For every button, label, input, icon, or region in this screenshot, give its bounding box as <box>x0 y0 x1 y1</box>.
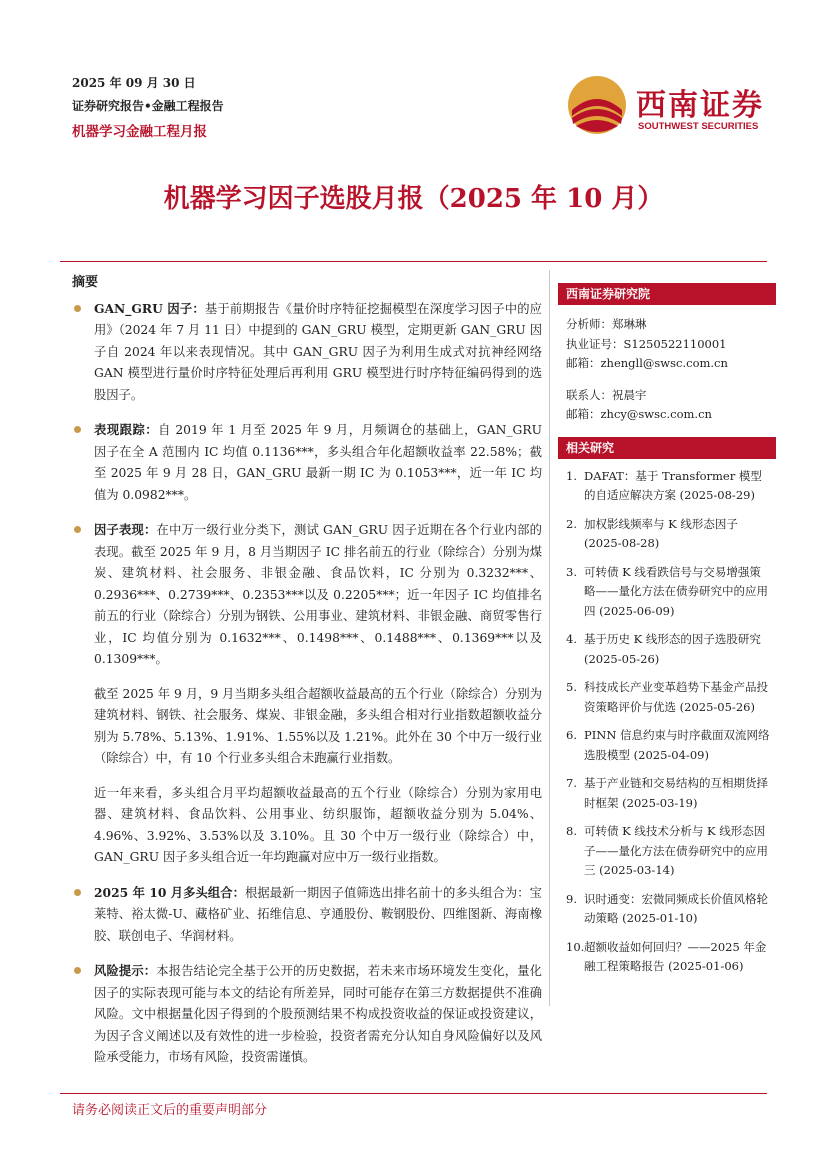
related-item-title: 科技成长产业变革趋势下基金产品投资策略评价与优选 (2025-05-26) <box>584 680 768 714</box>
related-item-title: 基于产业链和交易结构的互相期货择时框架 (2025-03-19) <box>584 776 768 810</box>
related-item[interactable] <box>566 515 770 554</box>
summary-item-key: GAN_GRU 因子： <box>94 300 205 316</box>
related-item[interactable] <box>566 890 770 929</box>
related-item-title: 识时通变：宏微同频成长价值风格轮动策略 (2025-01-10) <box>584 891 768 925</box>
summary-item-text: 本报告结论完全基于公开的历史数据，若未来市场环境发生变化，量化因子的实际表现可能与本文的结论有所差异，同时可能存在第三方数据提供不准确风险。文中根据量化因子得到的个股预测结果不构成投资收益的保证或投资建议，为因子含义阐述以及有效性的进一步检验，投资者需充分认知自身风险偏好以及风险承受能力，市场有风险，投资需谨慎。 <box>94 964 542 1064</box>
related-item-number: 1. <box>566 468 577 483</box>
summary-item-text: 根据最新一期因子值筛选出排名前十的多头组合为：宝莱特、裕太微-U、藏格矿业、拓维信息、亨通股份、鞍钢股份、四维图新、海南橡胶、联创电子、华润材料。 <box>94 885 542 943</box>
related-item-number: 8. <box>566 824 577 838</box>
related-item[interactable] <box>566 822 770 881</box>
summary-item-key: 表现跟踪： <box>94 422 159 437</box>
related-item-number: 3. <box>566 564 577 579</box>
related-item-number: 5. <box>566 680 577 694</box>
logo-text-en: SOUTHWEST SECURITIES <box>638 121 759 132</box>
report-type: 证券研究报告•金融工程报告 <box>72 99 224 113</box>
summary-section <box>72 272 542 1082</box>
related-item-title: 基于历史 K 线形态的因子选股研究 (2025-05-26) <box>584 632 761 666</box>
related-item[interactable] <box>566 678 770 717</box>
report-series: 机器学习金融工程月报 <box>72 124 207 140</box>
analyst-email[interactable]: 邮箱：zhengll@swsc.com.cn <box>566 356 728 370</box>
related-item-title: 加权影线频率与 K 线形态因子 (2025-08-28) <box>584 516 738 550</box>
sidebar <box>558 283 776 986</box>
related-item[interactable] <box>566 774 770 813</box>
related-item-title: 可转债 K 线看跌信号与交易增强策略——量化方法在债券研究中的应用四 (2025-06-09) <box>584 564 768 618</box>
related-list <box>558 459 776 977</box>
column-divider <box>549 270 550 1006</box>
company-logo <box>566 72 776 142</box>
related-item-number: 10. <box>566 939 585 954</box>
related-item-title: 可转债 K 线技术分析与 K 线形态因子——量化方法在债券研究中的应用三 (2025-03-14) <box>584 824 768 877</box>
summary-item-key: 因子表现： <box>94 522 157 537</box>
summary-paragraph-excess-return: 截至 2025 年 9 月，9 月当期多头组合超额收益最高的五个行业（除综合）分别为建筑材料、钢铁、社会服务、煤炭、非银金融，多头组合相对行业指数超额收益分别为 5.78%、5.13%、1.91%、1.55%以及 1.21%。此外在 30 个中万一级行业（除综合）中，有 10 个行业多头组合未跑赢行业指数。 <box>94 686 542 765</box>
related-item-number: 9. <box>566 891 577 906</box>
report-title: 机器学习因子选股月报（2025 年 10 月） <box>163 184 664 214</box>
summary-item-tracking <box>72 419 542 506</box>
related-item-number: 2. <box>566 516 577 531</box>
institute-heading: 西南证券研究院 <box>558 283 776 305</box>
footer-disclaimer: 请务必阅读正文后的重要声明部分 <box>72 1103 268 1118</box>
analyst-name: 分析师：郑琳琳 <box>566 317 647 331</box>
title-divider <box>60 261 767 262</box>
contact-email[interactable]: 邮箱：zhcy@swsc.com.cn <box>566 407 712 421</box>
footer-divider <box>60 1093 767 1094</box>
logo-emblem-icon <box>566 74 628 136</box>
analyst-info <box>558 305 776 437</box>
summary-item-key: 风险提示： <box>94 963 157 978</box>
related-heading: 相关研究 <box>558 437 776 459</box>
report-date: 2025 年 09 月 30 日 <box>72 76 196 90</box>
summary-item-text: 基于前期报告《量价时序特征挖掘模型在深度学习因子中的应用》（2024 年 7 月 11 日）中提到的 GAN_GRU 模型，定期更新 GAN_GRU 因子自 2024 年以来表现情况。其中 GAN_GRU 因子为利用生成式对抗神经网络 GAN 模型进行量价时序特征处理后再利用 GRU 模型进行时序特征编码得到的选股因子。 <box>94 301 542 402</box>
related-item-number: 7. <box>566 776 577 790</box>
summary-item-risk <box>72 960 542 1069</box>
related-item[interactable] <box>566 726 770 765</box>
related-item[interactable] <box>566 938 770 977</box>
summary-heading: 摘要 <box>72 275 99 290</box>
summary-item-portfolio <box>72 882 542 948</box>
summary-item-gan-gru <box>72 298 542 407</box>
summary-paragraph-one-year: 近一年来看，多头组合月平均超额收益最高的五个行业（除综合）分别为家用电器、建筑材料、食品饮料、公用事业、纺织服饰，超额收益分别为 5.04%、4.96%、3.92%、3.53%以及 3.10%。且 30 个中万一级行业（除综合）中，GAN_GRU 因子多头组合近一年均跑赢对应中万一级行业指数。 <box>94 785 542 864</box>
summary-item-text: 自 2019 年 1 月至 2025 年 9 月，月频调仓的基础上，GAN_GRU 因子在全 A 范围内 IC 均值 0.1136***，多头组合年化超额收益率 22.58%；截至 2025 年 9 月 28 日，GAN_GRU 最新一期 IC 为 0.1053***，近一年 IC 均值为 0.0982***。 <box>94 423 542 502</box>
summary-item-factor-performance <box>72 519 542 671</box>
related-item[interactable] <box>566 630 770 669</box>
related-item-title: 超额收益如何回归？——2025 年金融工程策略报告 (2025-01-06) <box>584 939 767 973</box>
related-item[interactable] <box>566 563 770 622</box>
logo-text-cn: 西南证券 <box>636 88 764 123</box>
related-item[interactable] <box>566 467 770 506</box>
analyst-license: 执业证号：S1250522110001 <box>566 336 727 351</box>
related-item-title: PINN 信息约束与时序截面双流网络选股模型 (2025-04-09) <box>584 728 770 762</box>
related-item-title: DAFAT：基于 Transformer 模型的自适应解决方案 (2025-08-29) <box>584 468 762 502</box>
related-item-number: 4. <box>566 632 577 646</box>
summary-item-key: 2025 年 10 月多头组合： <box>94 884 246 900</box>
contact-name: 联系人：祝晨宇 <box>566 387 647 402</box>
summary-item-text: 在中万一级行业分类下，测试 GAN_GRU 因子近期在各个行业内部的表现。截至 2025 年 9 月，8 月当期因子 IC 排名前五的行业（除综合）分别为煤炭、建筑材料、社会服务、非银金融、食品饮料，IC 分别为 0.3232***、0.2936***、0.2739***、0.2353***以及 0.2205***；近一年因子 IC 均值排名前五的行业（除综合）分别为钢铁、公用事业、建筑材料、非银金融、商贸零售行业，IC 均值分别为 0.1632***、0.1498***、0.1488***、0.1369***以及 0.1309***。 <box>94 523 542 666</box>
related-item-number: 6. <box>566 728 577 742</box>
